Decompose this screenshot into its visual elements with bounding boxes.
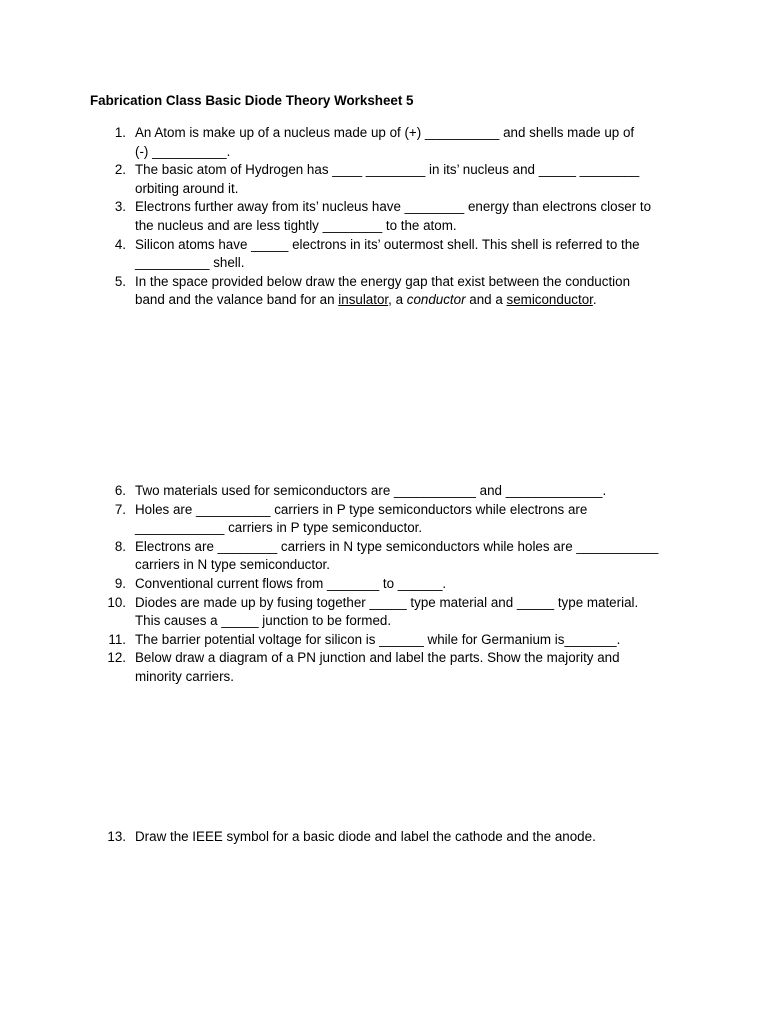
question-5 (0, 273, 680, 310)
semiconductor-term: semiconductor (506, 292, 593, 308)
question-number: 1. (114, 125, 126, 140)
question-2 (0, 161, 680, 198)
question-text-line: ____________ carriers in P type semiconductor. (135, 520, 423, 536)
question-6 (0, 482, 680, 501)
question-number: 11. (108, 631, 126, 647)
question-text-line: (-) __________. (135, 143, 231, 159)
question-number: 8. (114, 538, 126, 554)
question-text-line: Conventional current flows from _______ to ______. (135, 575, 447, 591)
question-text-line: minority carriers. (135, 668, 234, 684)
question-number: 7. (114, 501, 126, 517)
question-text-line: orbiting around it. (135, 180, 239, 196)
question-text-line: The basic atom of Hydrogen has ____ ________ in its’ nucleus and _____ ________ (135, 162, 640, 178)
text-run: band and the valance band for an (135, 292, 339, 308)
question-text-line (135, 291, 680, 310)
question-list (0, 482, 768, 687)
question-text-line: carriers in N type semiconductor. (135, 557, 330, 573)
text-run: , a (388, 292, 407, 308)
question-9 (0, 575, 680, 594)
question-text-line: Silicon atoms have _____ electrons in its’ outermost shell. This shell is referred to the (135, 236, 640, 252)
question-number: 13. (107, 829, 126, 844)
question-text-line: Draw the IEEE symbol for a basic diode and label the cathode and the anode. (135, 829, 596, 844)
question-number: 10. (107, 594, 126, 610)
text-run: and a (465, 292, 507, 308)
question-13 (0, 828, 680, 847)
text-run: . (592, 292, 597, 308)
question-12 (0, 649, 680, 686)
question-number: 9. (114, 575, 126, 591)
question-number: 3. (114, 199, 126, 215)
question-11 (0, 631, 680, 650)
question-10 (0, 594, 680, 631)
question-1 (0, 124, 680, 161)
question-text-line: An Atom is make up of a nucleus made up of (+) __________ and shells made up of (135, 125, 635, 140)
question-text-line: In the space provided below draw the energy gap that exist between the conduction (135, 273, 631, 289)
question-number: 2. (114, 162, 126, 178)
conductor-term: conductor (406, 292, 466, 308)
question-number: 4. (114, 236, 126, 252)
question-number: 12. (107, 650, 126, 666)
question-3 (0, 198, 680, 235)
question-list (0, 828, 768, 847)
question-number: 5. (114, 273, 126, 289)
question-number: 6. (114, 483, 126, 498)
question-text-line: Holes are __________ carriers in P type semiconductors while electrons are (135, 501, 588, 517)
question-4 (0, 236, 680, 273)
question-text-line: __________ shell. (135, 255, 245, 271)
question-text-line: Electrons are ________ carriers in N type semiconductors while holes are ___________ (135, 538, 659, 554)
question-list (0, 124, 768, 310)
question-text-line: the nucleus and are less tightly ________ to the atom. (135, 217, 457, 233)
question-7 (0, 501, 680, 538)
worksheet-title: Fabrication Class Basic Diode Theory Worksheet 5 (90, 93, 414, 108)
question-text-line: Electrons further away from its’ nucleus have ________ energy than electrons closer to (135, 199, 652, 215)
question-text-line: Below draw a diagram of a PN junction and label the parts. Show the majority and (135, 650, 620, 666)
insulator-term: insulator (338, 292, 389, 308)
question-text-line: The barrier potential voltage for silicon is ______ while for Germanium is_______. (135, 631, 621, 647)
question-8 (0, 538, 680, 575)
question-text-line: Diodes are made up by fusing together _____ type material and _____ type material. (135, 594, 639, 610)
question-text-line: This causes a _____ junction to be formed. (135, 613, 392, 629)
question-text-line: Two materials used for semiconductors are ___________ and _____________. (135, 483, 607, 498)
